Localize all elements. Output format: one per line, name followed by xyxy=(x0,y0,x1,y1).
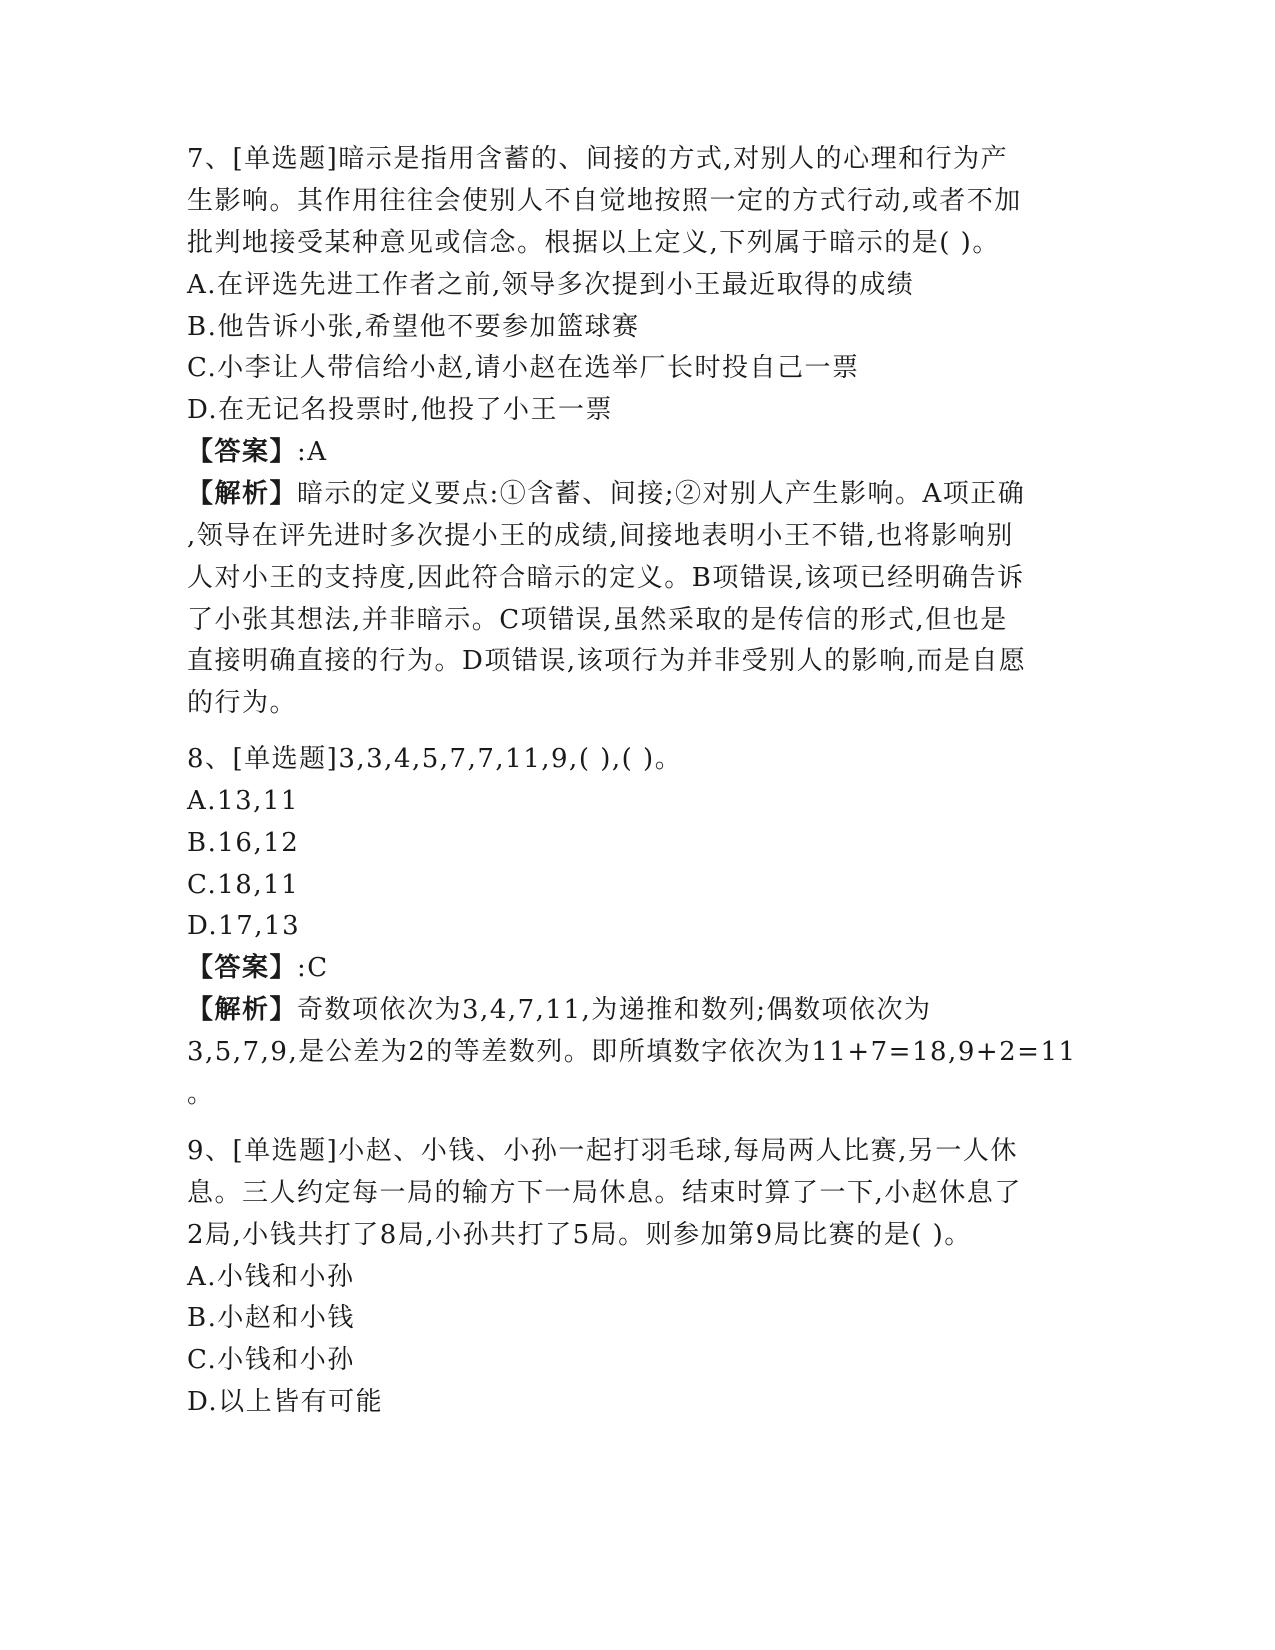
q9-option-d: D.以上皆有可能 xyxy=(187,1387,384,1417)
q8-option-a: A.13,11 xyxy=(187,786,299,816)
q7-analysis-line-2: ,领导在评先进时多次提小王的成绩,间接地表明小王不错,也将影响别 xyxy=(187,521,1014,551)
q8-option-c: C.18,11 xyxy=(187,870,300,900)
q7-stem-line-2: 生影响。其作用往往会使别人不自觉地按照一定的方式行动,或者不加 xyxy=(187,186,1022,216)
q7-analysis-line-5: 直接明确直接的行为。D项错误,该项行为并非受别人的影响,而是自愿 xyxy=(187,646,1027,676)
q8-analysis-line-1 xyxy=(187,989,1087,1032)
q7-option-d: D.在无记名投票时,他投了小王一票 xyxy=(187,395,613,425)
q7-option-b: B.他告诉小张,希望他不要参加篮球赛 xyxy=(187,312,640,342)
q7-stem-line-3: 批判地接受某种意见或信念。根据以上定义,下列属于暗示的是( )。 xyxy=(187,228,1000,258)
q7-answer-value: :A xyxy=(297,437,328,467)
q7-analysis-text-1: 暗示的定义要点:①含蓄、间接;②对别人产生影响。A项正确 xyxy=(297,479,1026,509)
q7-analysis-tag: 【解析】 xyxy=(187,479,298,509)
q7-answer xyxy=(187,431,1087,474)
q7-analysis-line-3: 人对小王的支持度,因此符合暗示的定义。B项错误,该项已经明确告诉 xyxy=(187,563,1025,593)
q7-analysis-line-6: 的行为。 xyxy=(187,688,298,718)
q8-analysis-line-3: 。 xyxy=(187,1079,215,1109)
q8-stem-line-1: 8、[单选题]3,3,4,5,7,7,11,9,( ),( )。 xyxy=(187,744,683,774)
q9-stem-line-3: 2局,小钱共打了8局,小孙共打了5局。则参加第9局比赛的是( )。 xyxy=(187,1220,972,1250)
q9-stem-line-2: 息。三人约定每一局的输方下一局休息。结束时算了一下,小赵休息了 xyxy=(187,1178,1022,1208)
q7-analysis-line-4: 了小张其想法,并非暗示。C项错误,虽然采取的是传信的形式,但也是 xyxy=(187,605,1008,635)
q8-analysis-tag: 【解析】 xyxy=(187,995,298,1025)
q9-stem-line-1: 9、[单选题]小赵、小钱、小孙一起打羽毛球,每局两人比赛,另一人休 xyxy=(187,1136,1018,1166)
q7-stem-line-1: 7、[单选题]暗示是指用含蓄的、间接的方式,对别人的心理和行为产 xyxy=(187,144,1009,174)
q8-analysis-line-2: 3,5,7,9,是公差为2的等差数列。即所填数字依次为11+7=18,9+2=11 xyxy=(187,1037,1077,1067)
q7-option-c: C.小李让人带信给小赵,请小赵在选举厂长时投自己一票 xyxy=(187,353,860,383)
q8-option-d: D.17,13 xyxy=(187,911,301,941)
q9-option-a: A.小钱和小孙 xyxy=(187,1262,355,1292)
q8-option-b: B.16,12 xyxy=(187,828,300,858)
q7-answer-tag: 【答案】 xyxy=(187,437,298,467)
q9-option-b: B.小赵和小钱 xyxy=(187,1303,355,1333)
q9-option-c: C.小钱和小孙 xyxy=(187,1345,355,1375)
q7-option-a: A.在评选先进工作者之前,领导多次提到小王最近取得的成绩 xyxy=(187,270,915,300)
q8-answer xyxy=(187,947,1087,990)
q7-analysis-line-1 xyxy=(187,473,1087,516)
q8-analysis-text-1: 奇数项依次为3,4,7,11,为递推和数列;偶数项依次为 xyxy=(297,995,932,1025)
q8-answer-tag: 【答案】 xyxy=(187,953,298,983)
q8-answer-value: :C xyxy=(297,953,329,983)
